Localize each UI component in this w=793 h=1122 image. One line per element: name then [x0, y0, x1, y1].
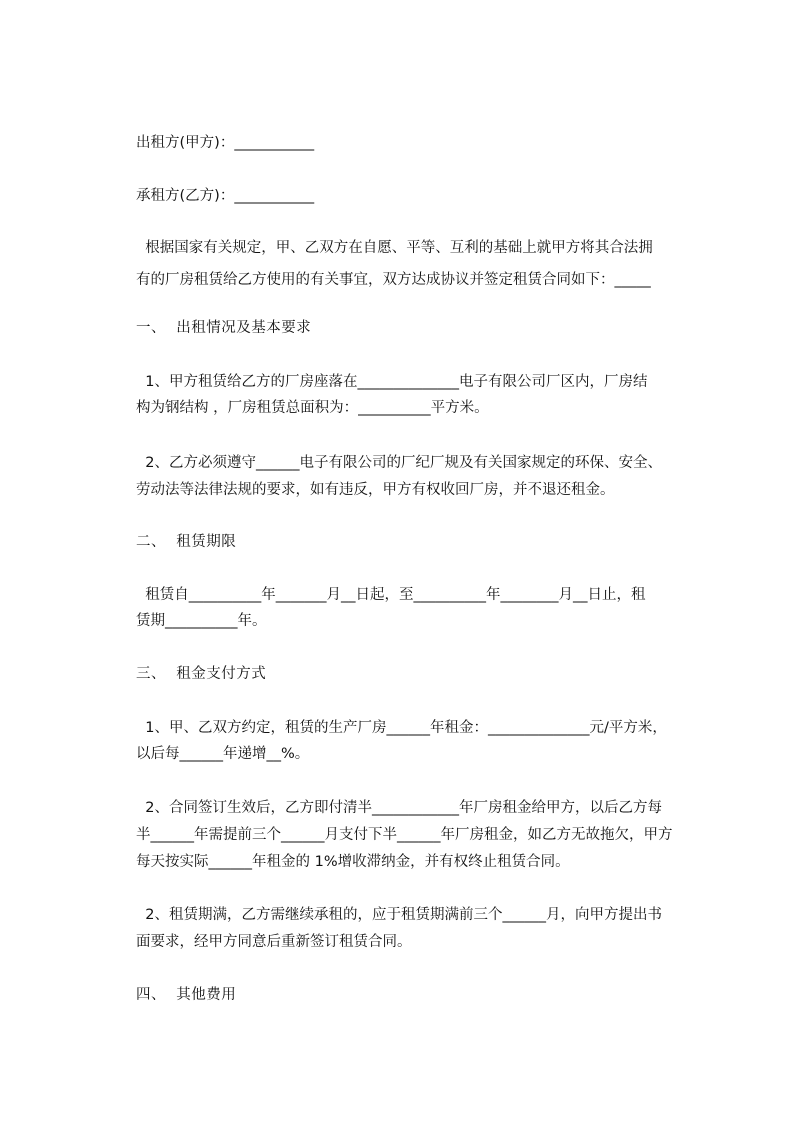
section-3-p2-line-1: 2、合同签订生效后，乙方即付清半____________年厂房租金给甲方，以后乙方每 [136, 800, 662, 816]
section-3-p3-line-1: 2、租赁期满，乙方需继续承租的，应于租赁期满前三个______月，向甲方提出书 [136, 907, 662, 923]
section-1-title: 一、 出租情况及基本要求 [136, 320, 312, 336]
section-1-p2-line-1: 2、乙方必须遵守______电子有限公司的厂纪厂规及有关国家规定的环保、安全、 [136, 455, 662, 471]
intro-line-2: 有的厂房租赁给乙方使用的有关事宜，双方达成协议并签定租赁合同如下：_____ [136, 272, 651, 288]
section-3-p1-line-2: 以后每______年递增__%。 [136, 746, 310, 762]
section-3-p3-line-2: 面要求，经甲方同意后重新签订租赁合同。 [136, 934, 412, 950]
section-3-title: 三、 租金支付方式 [136, 666, 267, 682]
lessee-line: 承租方(乙方)：___________ [136, 188, 315, 204]
section-2-title: 二、 租赁期限 [136, 534, 237, 550]
section-3-p1-line-1: 1、甲、乙双方约定，租赁的生产厂房______年租金：______________元/平方米， [136, 720, 667, 736]
section-3-p2-line-3: 每天按实际______年租金的 1%增收滞纳金，并有权终止租赁合同。 [136, 854, 570, 870]
section-2-p1-line-2: 赁期__________年。 [136, 613, 267, 629]
section-1-p1-line-2: 构为钢结构 ，厂房租赁总面积为：__________平方米。 [136, 400, 489, 416]
section-1-p1-line-1: 1、甲方租赁给乙方的厂房座落在______________电子有限公司厂区内，厂房结 [136, 374, 648, 390]
section-3-p2-line-2: 半______年需提前三个______月支付下半______年厂房租金，如乙方无故拖欠，甲方 [136, 827, 673, 843]
section-4-title: 四、 其他费用 [136, 987, 237, 1003]
section-1-p2-line-2: 劳动法等法律法规的要求，如有违反，甲方有权收回厂房，并不退还租金。 [136, 482, 615, 498]
section-2-p1-line-1: 租赁自__________年_______月__日起，至__________年________月__日止，租 [136, 587, 646, 603]
lessor-line: 出租方(甲方)：___________ [136, 135, 315, 151]
intro-line-1: 根据国家有关规定，甲、乙双方在自愿、平等、互利的基础上就甲方将其合法拥 [136, 240, 653, 256]
